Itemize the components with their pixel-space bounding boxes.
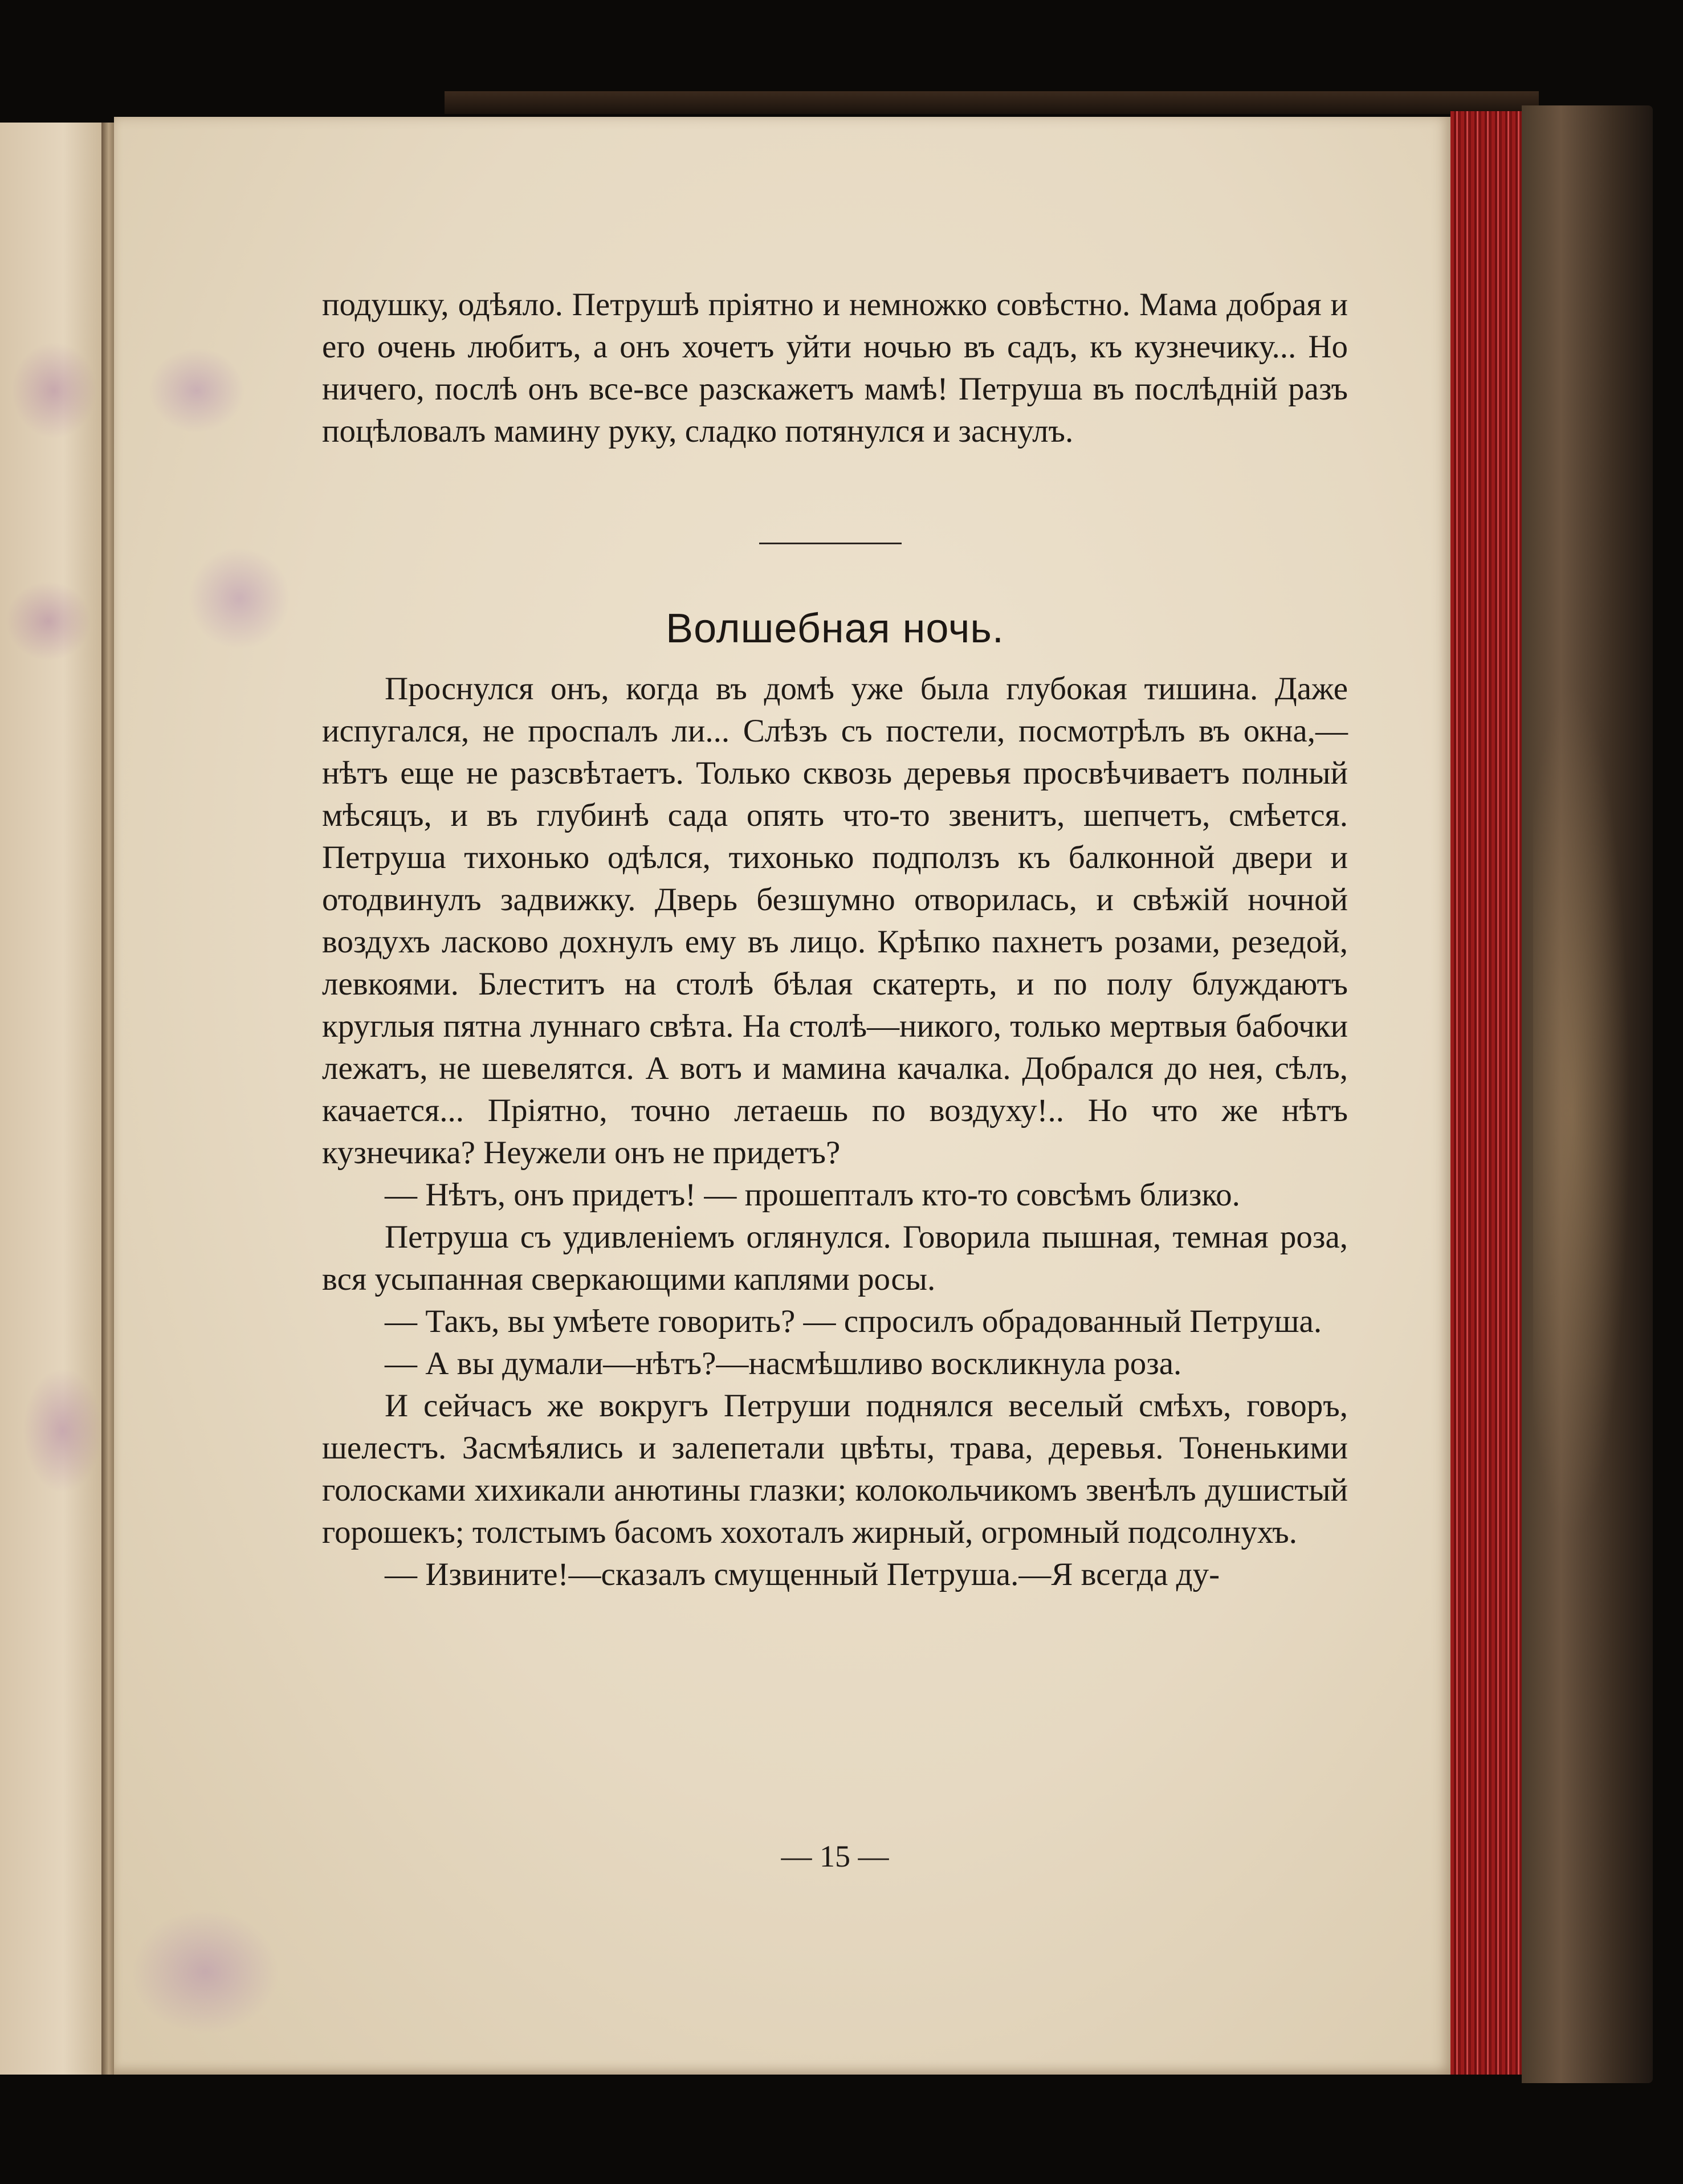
intro-text <box>322 284 1348 453</box>
left-page-stain <box>11 342 97 439</box>
body-text <box>322 668 1348 1596</box>
section-divider <box>759 543 902 544</box>
page-stain <box>148 348 245 433</box>
intro-paragraph: подушку, одѣяло. Петрушѣ пріятно и немножко совѣстно. Мама добрая и его очень любитъ, а онъ хочетъ уйти ночью въ садъ, къ кузнечику... Но ничего, послѣ онъ все-все разскажетъ мамѣ! Петруша въ послѣдній разъ поцѣловалъ мамину руку, сладко потянулся и заснулъ. <box>322 287 1348 449</box>
left-page-stain <box>23 1368 103 1493</box>
paragraph: — Такъ, вы умѣете говорить? — спросилъ обрадованный Петруша. <box>385 1303 1322 1339</box>
section-heading: Волшебная ночь. <box>666 606 1004 651</box>
page-stain <box>131 1909 279 2035</box>
paragraph: И сейчасъ же вокругъ Петруши поднялся веселый смѣхъ, говоръ, шелестъ. Засмѣялись и залепетали цвѣты, трава, деревья. Тоненькими голосками хихикали анютины глазки; колокольчикомъ звенѣлъ душистый горошекъ; толстымъ басомъ хохоталъ жирный, огромный подсолнухъ. <box>322 1388 1348 1550</box>
page-stain <box>188 547 291 650</box>
page-number: — 15 — <box>781 1839 889 1873</box>
cover-wear <box>1533 684 1630 1539</box>
page-edges <box>1450 111 1522 2075</box>
book-top-edge <box>445 91 1539 114</box>
paragraph: Проснулся онъ, когда въ домѣ уже была глубокая тишина. Даже испугался, не проспалъ ли... Слѣзъ съ постели, посмотрѣлъ въ окна,—нѣтъ еще не разсвѣтаетъ. Только сквозь деревья просвѣчиваетъ полный мѣсяцъ, и въ глубинѣ сада опять что-то звенитъ, шепчетъ, смѣется. Петруша тихонько одѣлся, тихонько подползъ къ балконной двери и отодвинулъ задвижку. Дверь безшумно отворилась, и свѣжій ночной воздухъ ласково дохнулъ ему въ лицо. Крѣпко пахнетъ розами, резедой, левкоями. Блеститъ на столѣ бѣлая скатерть, и по полу блуждаютъ круглыя пятна луннаго свѣта. На столѣ—никого, только мертвыя бабочки лежатъ, не шевелятся. А вотъ и мамина качалка. Добрался до нея, сѣлъ, качается... Пріятно, точно летаешь по воздуху!.. Но что же нѣтъ кузнечика? Неужели онъ не придетъ? <box>322 671 1348 1171</box>
left-page-stain <box>6 581 91 661</box>
paragraph: — Извините!—сказалъ смущенный Петруша.—Я всегда ду- <box>385 1556 1220 1592</box>
paragraph: — Нѣтъ, онъ придетъ! — прошепталъ кто-то совсѣмъ близко. <box>385 1177 1240 1213</box>
paragraph: Петруша съ удивленіемъ оглянулся. Говорила пышная, темная роза, вся усыпанная сверкающими каплями росы. <box>322 1219 1348 1297</box>
paragraph: — А вы думали—нѣтъ?—насмѣшливо воскликнула роза. <box>385 1346 1182 1382</box>
